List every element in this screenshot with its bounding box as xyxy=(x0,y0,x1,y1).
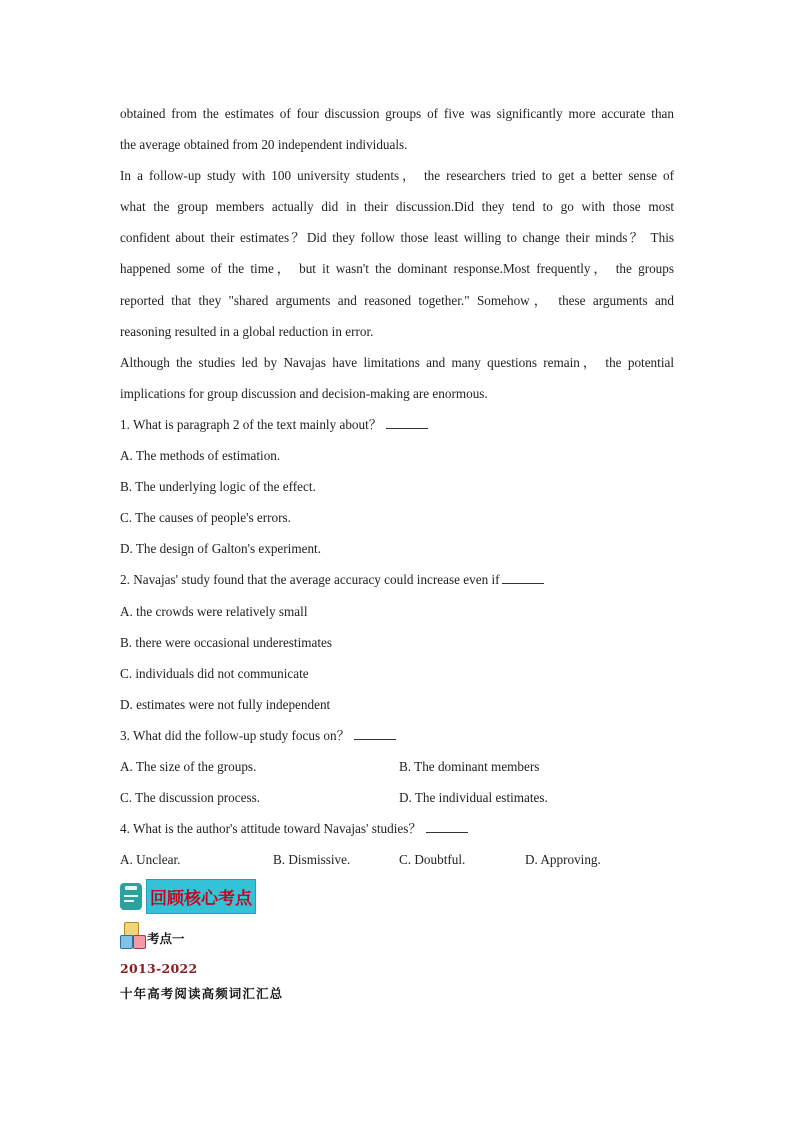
question-2 xyxy=(120,564,674,595)
passage-line: implications for group discussion and decision-making are enormous. xyxy=(120,385,488,401)
question-1 xyxy=(120,409,674,440)
option-d[interactable]: D. The individual estimates. xyxy=(399,790,548,806)
option-c[interactable]: C. Doubtful. xyxy=(399,852,466,868)
passage-line: obtained from the estimates of four discussion groups of five was significantly more accurate than xyxy=(120,106,674,121)
question-3 xyxy=(120,720,674,751)
passage-line: Although the studies led by Navajas have limitations and many questions remain， the potential xyxy=(120,354,674,370)
option-c[interactable]: C. The discussion process. xyxy=(120,790,261,806)
blocks-icon xyxy=(120,922,146,948)
option-row xyxy=(120,844,674,875)
answer-blank[interactable] xyxy=(426,820,468,833)
option-c[interactable]: C. individuals did not communicate xyxy=(120,665,309,681)
option-row xyxy=(120,751,674,782)
option-d[interactable]: D. The design of Galton's experiment. xyxy=(120,541,321,557)
vocabulary-summary-title: 十年高考阅读高频词汇汇总 xyxy=(120,986,284,1001)
key-point-heading xyxy=(120,922,185,948)
option-a[interactable]: A. Unclear. xyxy=(120,852,181,868)
question-stem: 1. What is paragraph 2 of the text mainly about？ xyxy=(120,416,382,432)
question-stem: 4. What is the author's attitude toward Navajas' studies？ xyxy=(120,821,422,837)
passage-line: happened some of the time， but it wasn't the dominant response.Most frequently， the groups xyxy=(120,261,674,277)
document-body xyxy=(120,98,674,875)
option-b[interactable]: B. The dominant members xyxy=(399,758,540,774)
question-stem: 2. Navajas' study found that the average accuracy could increase even if xyxy=(120,572,500,588)
option-b[interactable]: B. there were occasional underestimates xyxy=(120,634,333,650)
passage-line: what the group members actually did in their discussion.Did they tend to go with those most xyxy=(120,199,674,215)
passage-line: the average obtained from 20 independent individuals. xyxy=(120,137,408,153)
option-row xyxy=(120,782,674,813)
option-c[interactable]: C. The causes of people's errors. xyxy=(120,510,291,526)
key-point-label: 考点一 xyxy=(147,931,185,946)
option-b[interactable]: B. The underlying logic of the effect. xyxy=(120,479,316,495)
answer-blank[interactable] xyxy=(386,416,428,429)
notebook-icon xyxy=(120,883,142,910)
section-banner xyxy=(120,879,256,913)
option-a[interactable]: A. The size of the groups. xyxy=(120,758,257,774)
option-d[interactable]: D. Approving. xyxy=(525,852,601,868)
passage-line: In a follow-up study with 100 university students， the researchers tried to get a better sense of xyxy=(120,168,674,184)
section-title: 回顾核心考点 xyxy=(146,879,256,914)
answer-blank[interactable] xyxy=(354,727,396,740)
year-range: 2013-2022 xyxy=(120,961,198,976)
passage-line: reasoning resulted in a global reduction in error. xyxy=(120,323,374,339)
option-a[interactable]: A. the crowds were relatively small xyxy=(120,603,308,619)
passage-line: reported that they "shared arguments and reasoned together." Somehow， these arguments and xyxy=(120,292,674,308)
question-stem: 3. What did the follow-up study focus on？ xyxy=(120,727,350,743)
option-b[interactable]: B. Dismissive. xyxy=(273,852,351,868)
answer-blank[interactable] xyxy=(502,571,544,584)
option-a[interactable]: A. The methods of estimation. xyxy=(120,448,281,464)
question-4 xyxy=(120,813,674,844)
option-d[interactable]: D. estimates were not fully independent xyxy=(120,696,331,712)
passage-line: confident about their estimates？Did they follow those least willing to change their minds？ This xyxy=(120,230,674,246)
